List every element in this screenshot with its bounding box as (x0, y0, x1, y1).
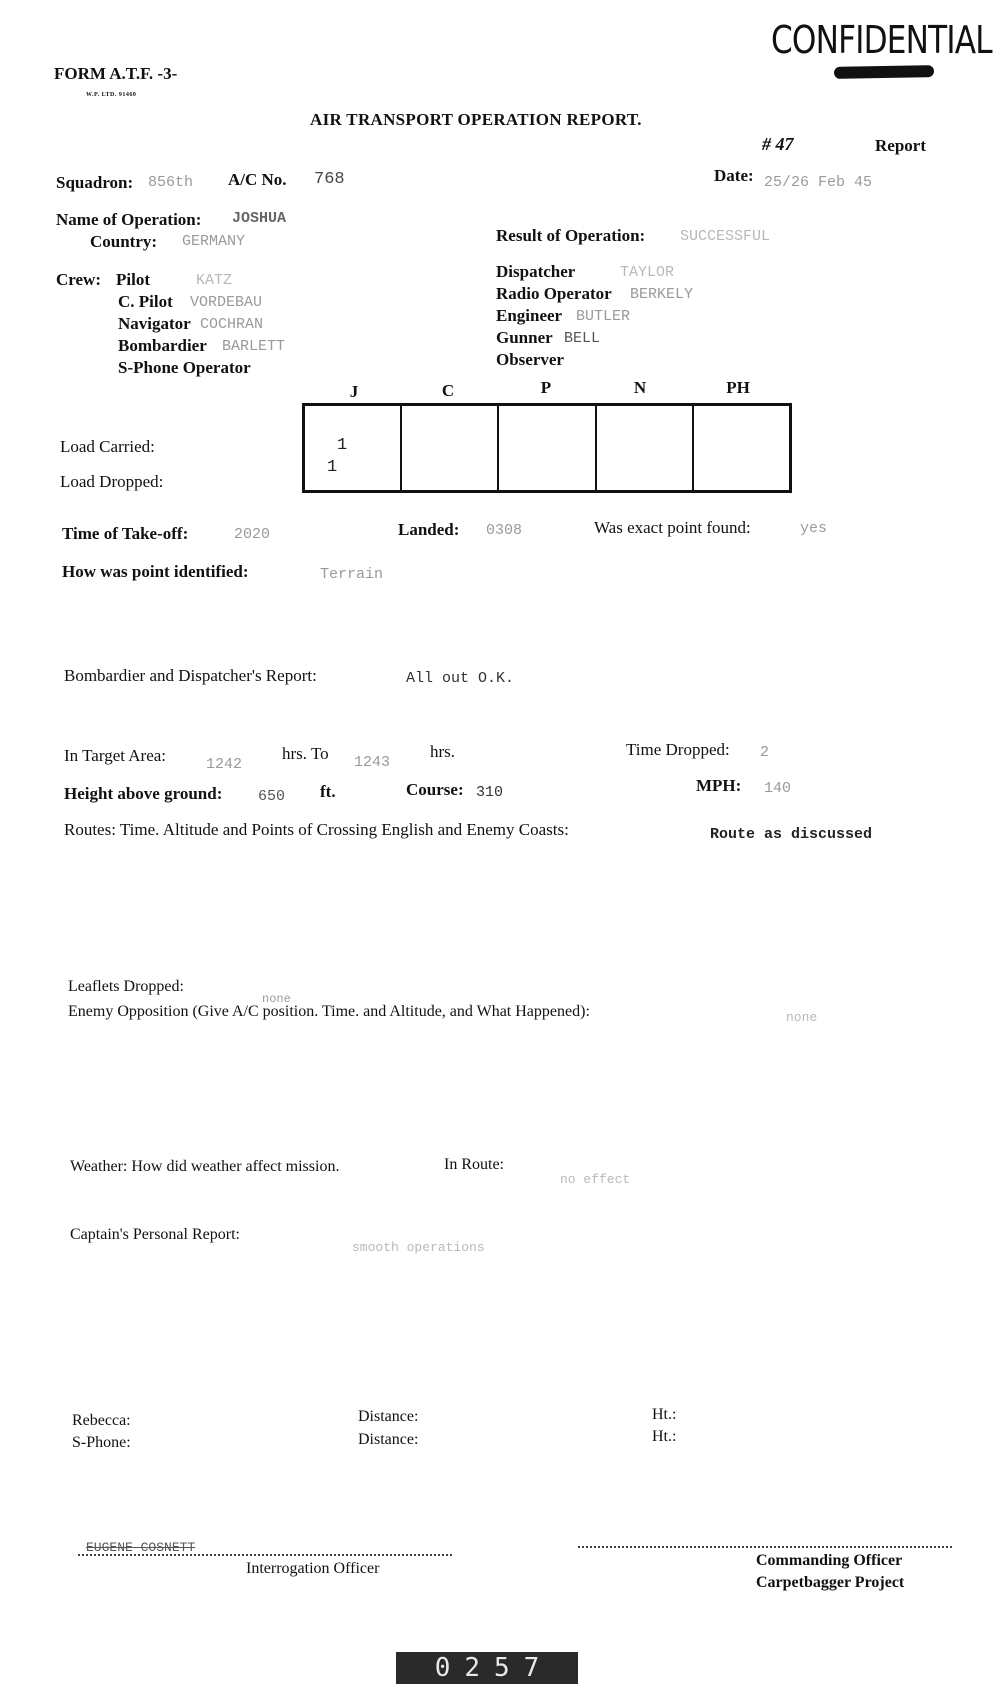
result-label: Result of Operation: (496, 226, 646, 245)
height-value: 650 (258, 788, 286, 805)
document-title: AIR TRANSPORT OPERATION REPORT. (310, 110, 642, 129)
load-carried-j: 1 (337, 436, 348, 455)
column-head-n: N (633, 378, 647, 397)
sphone-ht-label: Ht.: (652, 1428, 677, 1445)
operation-value: JOSHUA (232, 210, 287, 227)
takeoff-label: Time of Take-off: (62, 524, 189, 543)
takeoff-value: 2020 (234, 526, 271, 543)
landed-label: Landed: (398, 520, 460, 539)
bd-report-label: Bombardier and Dispatcher's Report: (64, 666, 317, 685)
weather-value: no effect (560, 1172, 631, 1187)
gunner-value: BELL (564, 330, 601, 347)
sphone-label: S-Phone: (72, 1434, 131, 1451)
squadron-label: Squadron: (56, 173, 134, 192)
navigator-value: COCHRAN (200, 316, 264, 333)
engineer-value: BUTLER (576, 308, 631, 325)
ac-value: 768 (314, 170, 345, 189)
confidential-stamp: CONFIDENTIAL (771, 18, 992, 62)
leaflets-value: none (262, 992, 291, 1006)
target-area-label: In Target Area: (64, 746, 167, 765)
weather-label: Weather: How did weather affect mission. (70, 1158, 340, 1175)
identified-value: Terrain (320, 566, 384, 583)
country-value: GERMANY (182, 233, 246, 250)
bombardier-label: Bombardier (118, 336, 207, 355)
date-value: 25/26 Feb 45 (764, 174, 873, 191)
hrs-label: hrs. (430, 742, 456, 761)
column-head-c: C (441, 381, 455, 400)
column-head-ph: PH (726, 378, 750, 397)
bombardier-value: BARLETT (222, 338, 286, 355)
in-route-label: In Route: (444, 1156, 504, 1173)
exact-point-value: yes (800, 520, 828, 537)
interrogation-officer-name: EUGENE COSNETT (86, 1540, 196, 1555)
rebecca-label: Rebecca: (72, 1412, 131, 1429)
load-cell-c (402, 406, 499, 490)
time-dropped-label: Time Dropped: (626, 740, 730, 759)
ac-label: A/C No. (228, 170, 287, 189)
operation-label: Name of Operation: (56, 210, 202, 229)
observer-label: Observer (496, 350, 564, 369)
course-value: 310 (476, 784, 504, 801)
load-cell-n (597, 406, 694, 490)
pilot-label: Pilot (116, 270, 150, 289)
crew-label: Crew: (56, 270, 101, 289)
form-id: FORM A.T.F. -3- (54, 64, 178, 83)
opposition-label: Enemy Opposition (Give A/C position. Time. and Altitude, and What Happened): (68, 1003, 590, 1020)
course-label: Course: (406, 780, 464, 799)
time-dropped-value: 2 (760, 744, 770, 761)
identified-label: How was point identified: (62, 562, 249, 581)
load-table (302, 403, 792, 493)
hrs-to-label: hrs. To (282, 744, 329, 763)
column-head-j: J (349, 382, 359, 401)
radio-operator-value: BERKELY (630, 286, 694, 303)
rebecca-distance-label: Distance: (358, 1408, 419, 1425)
commanding-signature-line (578, 1546, 952, 1548)
radio-operator-label: Radio Operator (496, 284, 612, 303)
column-head-p: P (540, 378, 552, 397)
date-label: Date: (714, 166, 754, 185)
leaflets-label: Leaflets Dropped: (68, 978, 184, 995)
target-area-from: 1242 (206, 756, 243, 773)
dispatcher-label: Dispatcher (496, 262, 576, 281)
sphone-operator-label: S-Phone Operator (118, 358, 251, 377)
mph-value: 140 (764, 780, 792, 797)
result-value: SUCCESSFUL (680, 228, 771, 245)
report-number: # 47 (762, 134, 794, 154)
load-dropped-label: Load Dropped: (60, 472, 164, 491)
captain-report-value: smooth operations (352, 1240, 485, 1255)
target-area-to: 1243 (354, 754, 391, 771)
dispatcher-value: TAYLOR (620, 264, 675, 281)
routes-value: Route as discussed (710, 826, 873, 843)
copilot-label: C. Pilot (118, 292, 173, 311)
routes-label: Routes: Time. Altitude and Points of Crossing English and Enemy Coasts: (64, 820, 569, 839)
bd-report-value: All out O.K. (406, 670, 515, 687)
height-label: Height above ground: (64, 784, 223, 803)
load-cell-p (499, 406, 596, 490)
gunner-label: Gunner (496, 328, 553, 347)
squadron-value: 856th (148, 174, 194, 191)
interrogation-officer-label: Interrogation Officer (246, 1560, 380, 1577)
load-carried-label: Load Carried: (60, 437, 155, 456)
report-label: Report (875, 136, 926, 155)
load-dropped-j: 1 (327, 458, 338, 477)
ft-label: ft. (320, 782, 336, 801)
rebecca-ht-label: Ht.: (652, 1406, 677, 1423)
commanding-officer-label: Commanding Officer (756, 1552, 903, 1569)
country-label: Country: (90, 232, 158, 251)
serial-number-box (396, 1652, 578, 1684)
interrogation-signature-line (78, 1554, 452, 1556)
printer-note: W.P. LTD. 91460 (86, 92, 137, 98)
stamp-strikeout (834, 65, 934, 79)
exact-point-label: Was exact point found: (594, 518, 751, 537)
sphone-distance-label: Distance: (358, 1431, 419, 1448)
serial-number: 0257 (434, 1653, 554, 1683)
navigator-label: Navigator (118, 314, 191, 333)
load-cell-ph (694, 406, 789, 490)
mph-label: MPH: (696, 776, 742, 795)
pilot-value: KATZ (196, 272, 233, 289)
landed-value: 0308 (486, 522, 523, 539)
load-cell-j (305, 406, 402, 490)
opposition-value: none (786, 1010, 818, 1025)
copilot-value: VORDEBAU (190, 294, 263, 311)
carpetbagger-project-label: Carpetbagger Project (756, 1574, 905, 1591)
captain-report-label: Captain's Personal Report: (70, 1226, 240, 1243)
engineer-label: Engineer (496, 306, 563, 325)
